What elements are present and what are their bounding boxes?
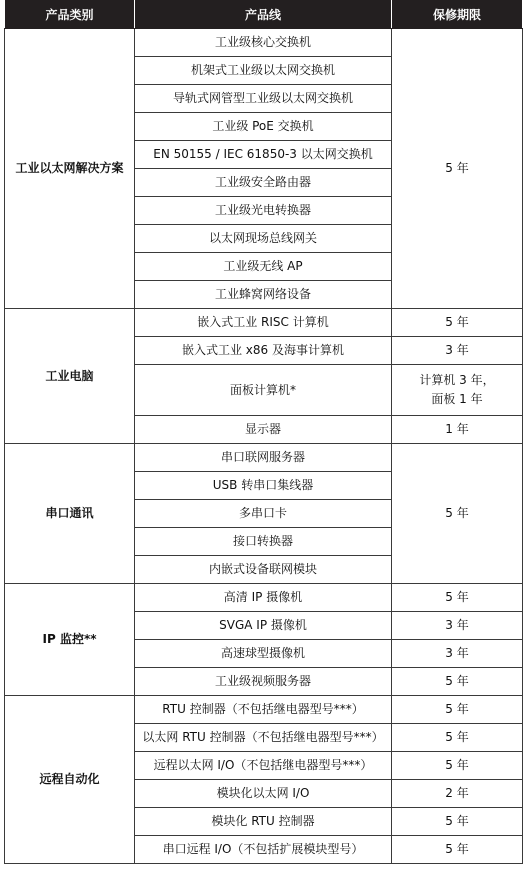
product-cell: 工业级视频服务器 [135, 668, 392, 696]
table-row [5, 696, 523, 724]
product-cell: 嵌入式工业 RISC 计算机 [135, 309, 392, 337]
warranty-cell: 5 年 [392, 724, 523, 752]
product-cell: 串口远程 I/O（不包括扩展模块型号） [135, 836, 392, 864]
warranty-table [4, 0, 523, 864]
warranty-cell [392, 365, 523, 416]
product-cell: 接口转换器 [135, 528, 392, 556]
category-cell: 串口通讯 [5, 444, 135, 584]
header-row [5, 0, 523, 29]
category-cell: 远程自动化 [5, 696, 135, 864]
warranty-cell: 5 年 [392, 444, 523, 584]
product-cell: 机架式工业级以太网交换机 [135, 57, 392, 85]
category-cell: 工业电脑 [5, 309, 135, 444]
product-cell: 嵌入式工业 x86 及海事计算机 [135, 337, 392, 365]
warranty-cell: 3 年 [392, 612, 523, 640]
warranty-line: 面板 1 年 [431, 392, 483, 406]
product-cell: USB 转串口集线器 [135, 472, 392, 500]
product-cell: 远程以太网 I/O（不包括继电器型号***） [135, 752, 392, 780]
warranty-cell: 5 年 [392, 836, 523, 864]
product-cell: RTU 控制器（不包括继电器型号***） [135, 696, 392, 724]
table-row [5, 29, 523, 57]
product-cell: 以太网 RTU 控制器（不包括继电器型号***） [135, 724, 392, 752]
warranty-cell: 5 年 [392, 29, 523, 309]
warranty-cell: 3 年 [392, 337, 523, 365]
warranty-cell: 5 年 [392, 696, 523, 724]
table-row [5, 444, 523, 472]
product-cell: 内嵌式设备联网模块 [135, 556, 392, 584]
category-cell: 工业以太网解决方案 [5, 29, 135, 309]
product-cell: 导轨式网管型工业级以太网交换机 [135, 85, 392, 113]
product-cell: 工业级光电转换器 [135, 197, 392, 225]
table-row [5, 584, 523, 612]
product-cell: SVGA IP 摄像机 [135, 612, 392, 640]
product-cell: 工业蜂窝网络设备 [135, 281, 392, 309]
product-cell: 串口联网服务器 [135, 444, 392, 472]
warranty-cell: 5 年 [392, 808, 523, 836]
table-row [5, 309, 523, 337]
warranty-cell: 5 年 [392, 584, 523, 612]
header-warranty: 保修期限 [392, 0, 523, 29]
warranty-cell: 5 年 [392, 668, 523, 696]
category-cell: IP 监控** [5, 584, 135, 696]
warranty-cell: 2 年 [392, 780, 523, 808]
product-cell: 工业级安全路由器 [135, 169, 392, 197]
warranty-cell: 5 年 [392, 752, 523, 780]
product-cell: 工业级 PoE 交换机 [135, 113, 392, 141]
warranty-line: 计算机 3 年， [419, 373, 495, 387]
product-cell: EN 50155 / IEC 61850-3 以太网交换机 [135, 141, 392, 169]
product-cell: 工业级无线 AP [135, 253, 392, 281]
warranty-cell: 3 年 [392, 640, 523, 668]
product-cell: 面板计算机* [135, 365, 392, 416]
product-cell: 模块化 RTU 控制器 [135, 808, 392, 836]
product-cell: 模块化以太网 I/O [135, 780, 392, 808]
product-cell: 高速球型摄像机 [135, 640, 392, 668]
product-cell: 显示器 [135, 416, 392, 444]
product-cell: 以太网现场总线网关 [135, 225, 392, 253]
warranty-cell: 5 年 [392, 309, 523, 337]
product-cell: 工业级核心交换机 [135, 29, 392, 57]
header-product-line: 产品线 [135, 0, 392, 29]
product-cell: 高清 IP 摄像机 [135, 584, 392, 612]
header-category: 产品类别 [5, 0, 135, 29]
product-cell: 多串口卡 [135, 500, 392, 528]
warranty-cell: 1 年 [392, 416, 523, 444]
